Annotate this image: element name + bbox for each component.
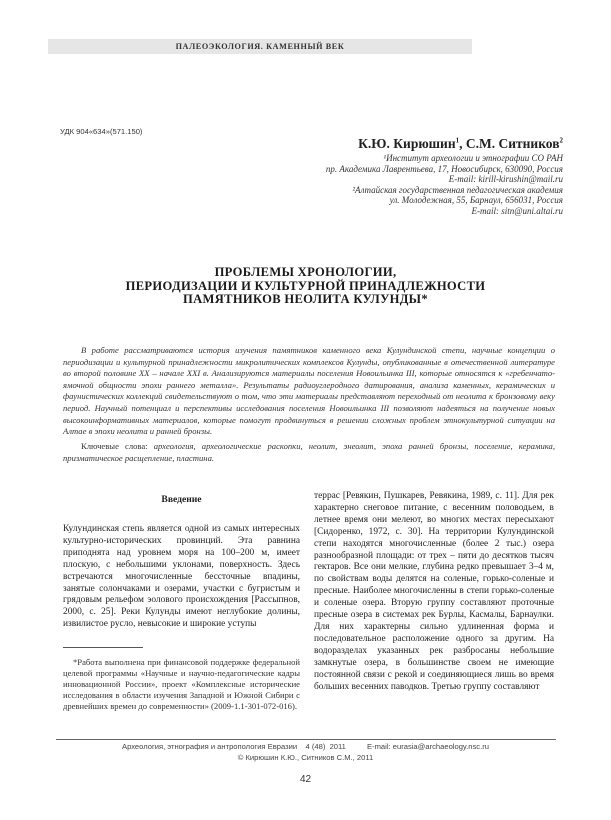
affiliation-2-address: ул. Молодежная, 55, Барнаул, 656031, Россия <box>389 195 563 205</box>
affiliation-1-address: пр. Академика Лаврентьева, 17, Новосибирск, 630090, Россия <box>325 163 563 174</box>
abstract: В работе рассматриваются история изучения памятников каменного века Кулундинской степи, научные концепции о периодизации и культурной принадлежности микролитических комплексов Кулунды, опубликованные в отечественной литературе во второй половине XX – начале XXI в. Анализируются материалы поселения Новоильинка III, которые относятся к «гребенчато-ямочной общности эпохи раннего металла». Результаты радиоуглеродного датирования, анализа каменных, керамических и фаунистических коллекций свидетельствуют о том, что эти материалы представляют переходный от неолита к бронзовому веку период. Научный потенциал и перспективы исследования поселения Новоильинка III позволяют надеяться на получение новых высокоинформативных материалов, которые помогут продвинуться в решении сложных проблем этнокультурной ситуации на Алтае в эпохи неолита и ранней бронзы. <box>63 345 555 437</box>
footer-divider <box>56 739 556 740</box>
author-1-sup: 1 <box>455 136 460 145</box>
title-line-1: ПРОБЛЕМЫ ХРОНОЛОГИИ, <box>214 265 397 279</box>
author-separator: , <box>459 136 466 151</box>
title-line-3: ПАМЯТНИКОВ НЕОЛИТА КУЛУНДЫ* <box>183 292 428 306</box>
keywords-list: археология, археологические раскопки, неолит, энеолит, эпоха ранней бронзы, поселение, керамика, призматическое расщепление, пластина. <box>63 441 555 463</box>
authors <box>358 136 563 152</box>
footer-journal-info: Археология, этнография и антропология Евразии 4 (48) 2011 E-mail: eurasia@archaeology.nsc.ru <box>122 742 489 751</box>
body-right-column: террас [Ревякин, Пушкарев, Ревякина, 1989, с. 11]. Для рек характерно снеговое питание, с весенним половодьем, в летнее время они мелеют, во многих местах пересыхают [Сидоренко, 1972, с. 30]. На территории Кулундинской степи находятся многочисленные (более 2 тыс.) озера разнообразной площади: от трех – пяти до десятков тысяч гектаров. Все они мелкие, глубина редко превышает 3–4 м, по свойствам воды делятся на соленые, горько-соленые и пресные. Наиболее многочисленны в степи горько-соленые и соленые озера. Вторую группу составляют проточные пресные озера в системах рек Бурлы, Касмалы, Барнаулки. Для них характерны сильно удлиненная форма и последовательное расположение одного за другим. На водоразделах указанных рек разбросаны небольшие замкнутые озера, в большинстве своем не имеющие постоянной связи с рекой и соединяющиеся лишь во время больших весенних паводков. Третью группу составляют <box>314 491 554 692</box>
author-1-name: К.Ю. Кирюшин <box>358 136 456 151</box>
affiliation-1-email[interactable]: E-mail: kirill-kirushin@mail.ru <box>448 174 563 184</box>
footer-copyright: © Кирюшин К.Ю., Ситников С.М., 2011 <box>237 753 374 762</box>
page-number: 42 <box>299 774 312 785</box>
title-line-2: ПЕРИОДИЗАЦИИ И КУЛЬТУРНОЙ ПРИНАДЛЕЖНОСТИ <box>125 278 486 293</box>
running-header-section: ПАЛЕОЭКОЛОГИЯ. КАМЕННЫЙ ВЕК <box>48 39 472 54</box>
article-title <box>0 266 611 307</box>
author-2-sup: 2 <box>559 136 563 145</box>
footnote-divider <box>63 647 143 648</box>
affiliation-1-institute: ¹Институт археологии и этнографии СО РАН <box>383 153 563 163</box>
author-2-name: С.М. Ситников <box>465 136 560 151</box>
section-heading: Введение <box>161 494 202 505</box>
body-left-column: Кулундинская степь является одной из самых интересных культурно-исторических провинций. Эта равнина приподнята над уровнем моря на 100–200 м, имеет плоскую, с небольшими уклонами, поверхность. Здесь встречаются многочисленные бессточные впадины, занятые солончаками и озерами, участки с бугристым и грядовым рельефом эолового происхождения [Рассыпнов, 2000, с. 25]. Реки Кулунды имеют неглубокие долины, извилистое русло, невысокие и широкие уступы <box>63 524 300 630</box>
footnote: *Работа выполнена при финансовой поддержке федеральной целевой программы «Научные и научно-педагогические кадры инновационной России», проект «Комплексные исторические исследования в области изучения Западной и Южной Сибири с древнейших времен до современности» (2009-1.1-301-072-016). <box>63 657 300 711</box>
affiliation-2-email[interactable]: E-mail: sitn@uni.altai.ru <box>471 205 563 216</box>
udk-code: УДК 904«634»(571.150) <box>60 127 143 136</box>
affiliation-2-institute: ²Алтайская государственная педагогическая академия <box>352 184 563 195</box>
keywords <box>63 440 555 464</box>
affiliations <box>326 153 563 216</box>
keywords-label: Ключевые слова: <box>81 441 154 451</box>
